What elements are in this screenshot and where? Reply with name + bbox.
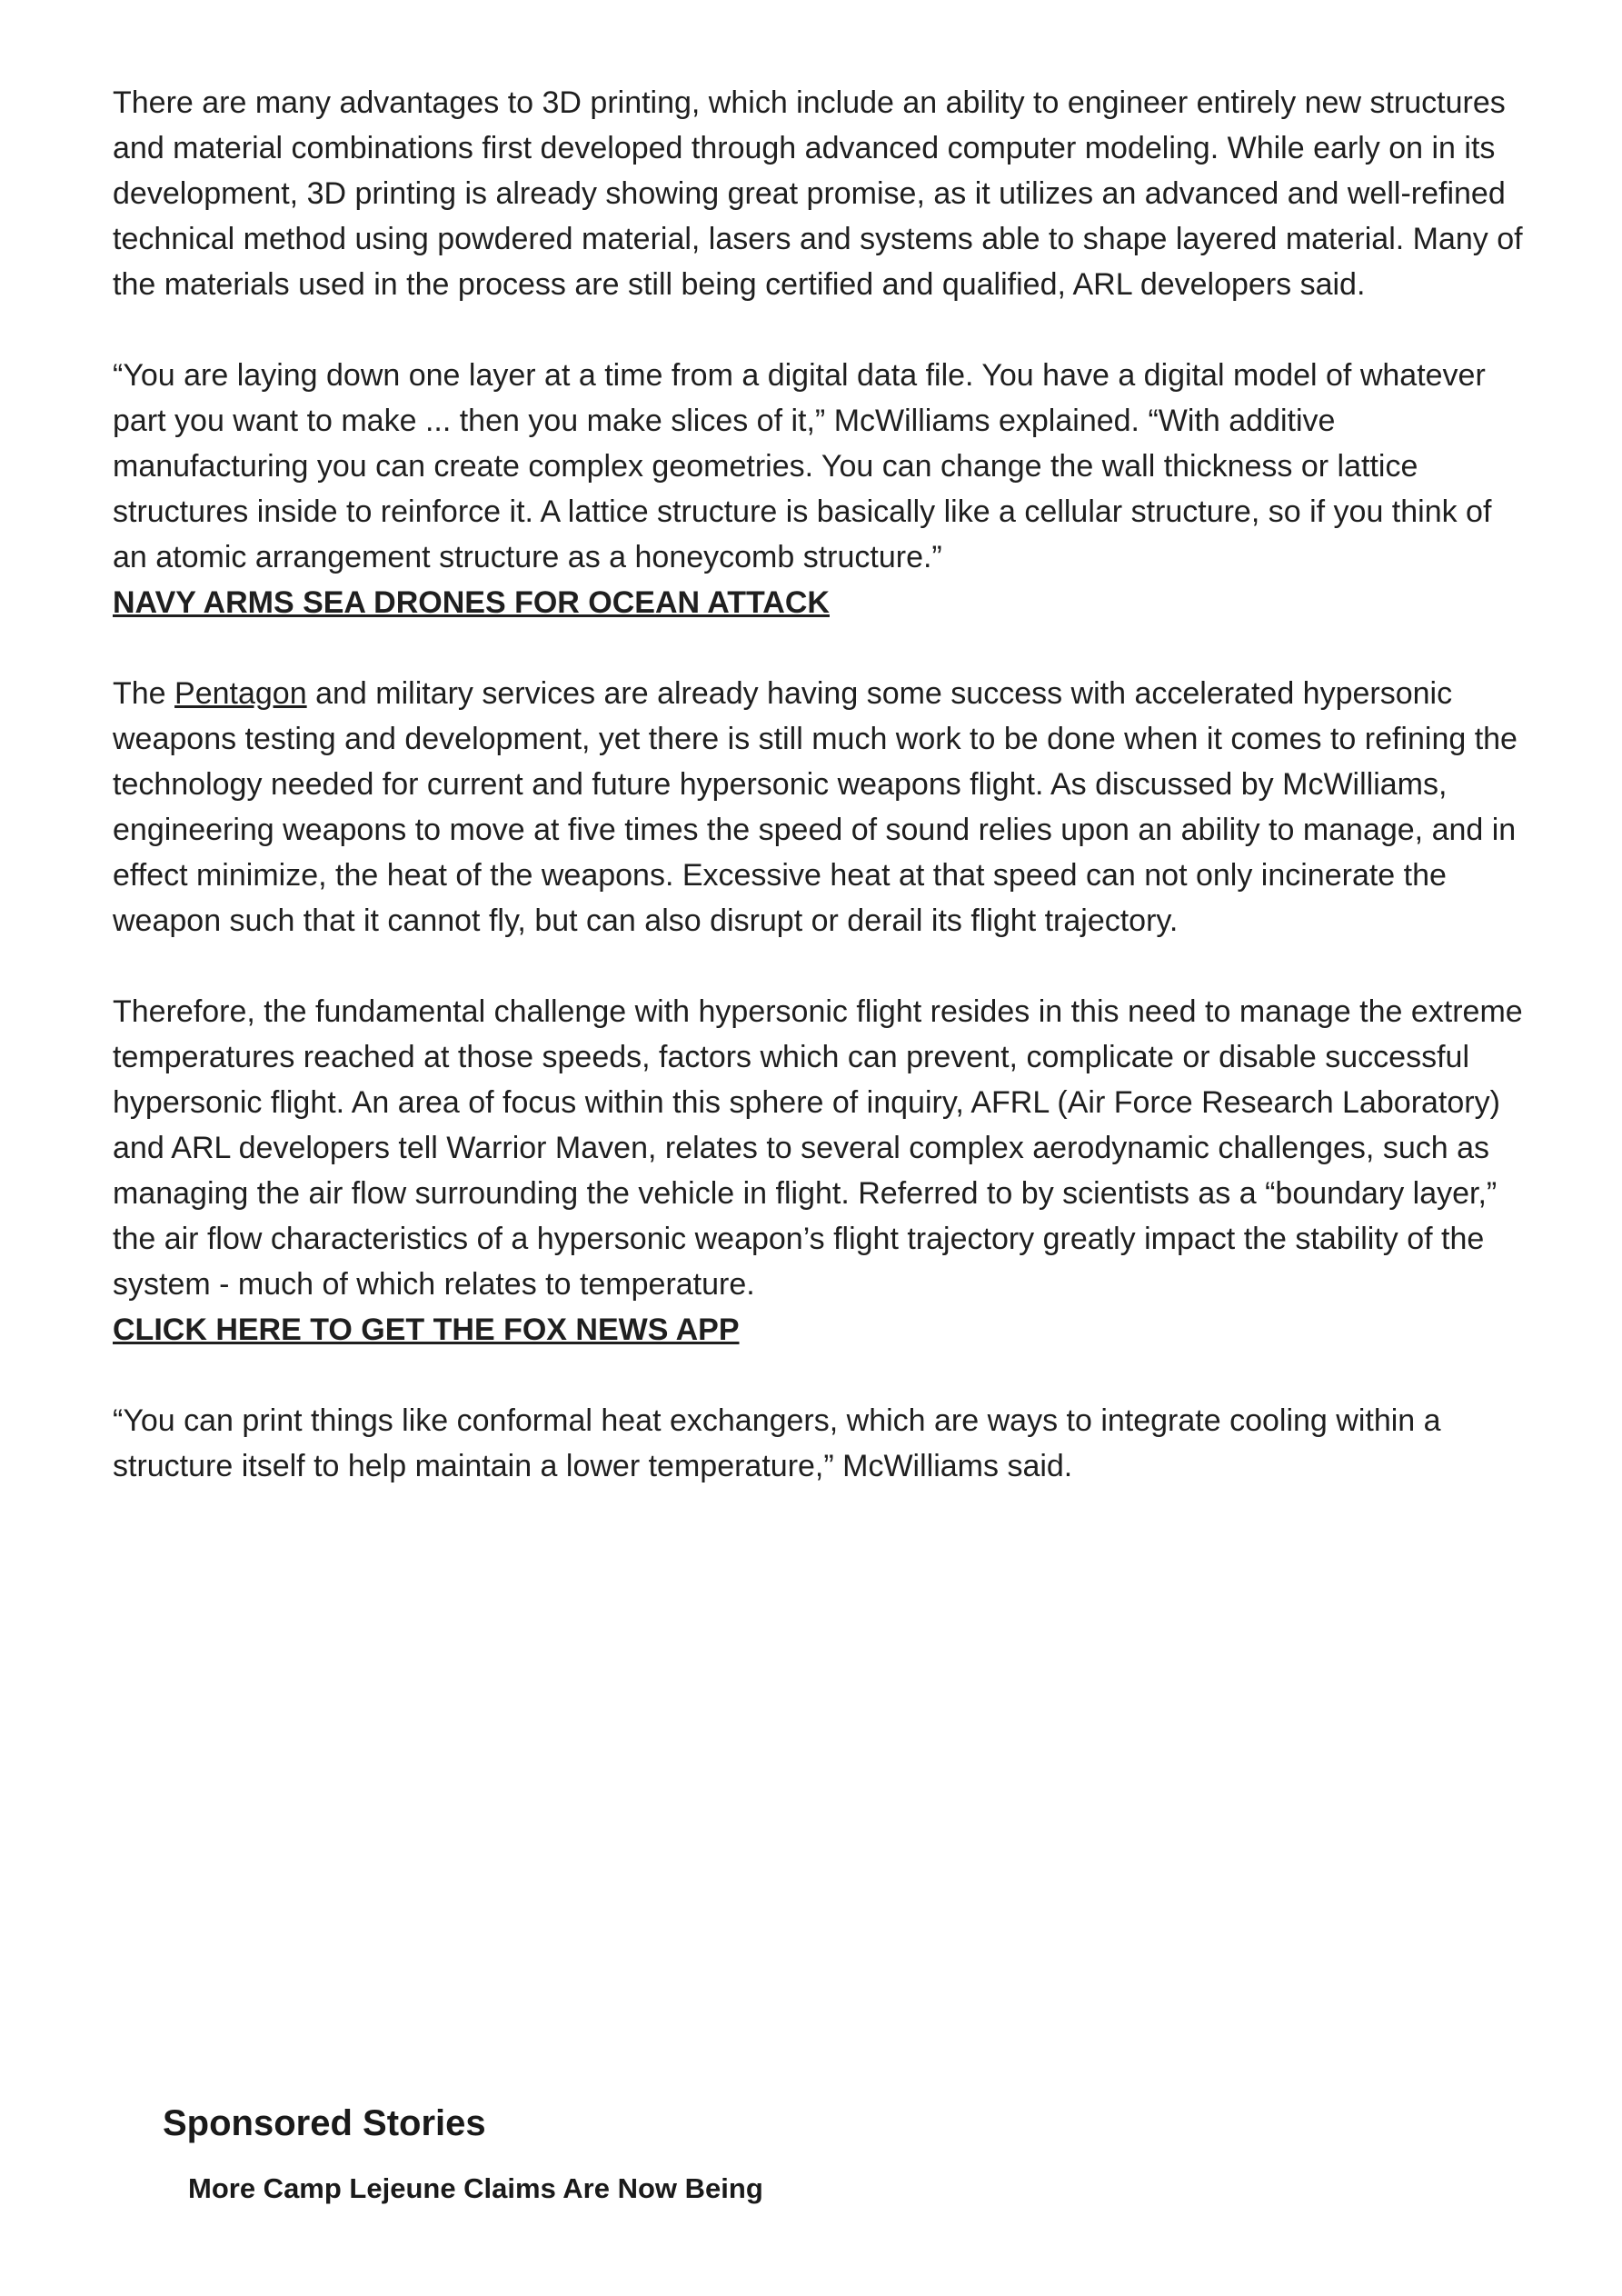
article-paragraph: “You are laying down one layer at a time from a digital data file. You have a digital model of whatever part you want to make ... then you make slices of it,” McWilliams explained. “With additive manufacturing you can create complex geometries. You can change the wall thickness or lattice structures inside to reinforce it. A lattice structure is basically like a cellular structure, so if you think of an atomic arrangement structure as a honeycomb structure.” <box>113 358 1492 574</box>
navy-sea-drones-link[interactable]: NAVY ARMS SEA DRONES FOR OCEAN ATTACK <box>113 585 830 620</box>
article-paragraph: Therefore, the fundamental challenge with hypersonic flight resides in this need to manage the extreme temperatures reached at those speeds, factors which can prevent, complicate or disable successful hypersonic flight. An area of focus within this sphere of inquiry, AFRL (Air Force Research Laboratory) and ARL developers tell Warrior Maven, relates to several complex aerodynamic challenges, such as managing the air flow surrounding the vehicle in flight. Referred to by scientists as a “boundary layer,” the air flow characteristics of a hypersonic weapon’s flight trajectory greatly impact the stability of the system - much of which relates to temperature. <box>113 994 1523 1302</box>
article-paragraph: “You can print things like conformal heat exchangers, which are ways to integrate cooling within a structure itself to help maintain a lower temperature,” McWilliams said. <box>113 1403 1441 1483</box>
paragraph-text: The <box>113 676 175 711</box>
article-paragraph: There are many advantages to 3D printing, which include an ability to engineer entirely new structures and material combinations first developed through advanced computer modeling. While early on in its development, 3D printing is already showing great promise, as it utilizes an advanced and well-refined technical method using powdered material, lasers and systems able to shape layered material. Many of the materials used in the process are still being certified and qualified, ARL developers said. <box>113 85 1523 302</box>
paragraph-text: and military services are already having some success with accelerated hypersonic weapons testing and development, yet there is still much work to be done when it comes to refining the technology needed for current and future hypersonic weapons flight. As discussed by McWilliams, engineering weapons to move at five times the speed of sound relies upon an ability to manage, and in effect minimize, the heat of the weapons. Excessive heat at that speed can not only incinerate the weapon such that it cannot fly, but can also disrupt or derail its flight trajectory. <box>113 676 1518 938</box>
article-body <box>113 80 1530 1489</box>
fox-news-app-link[interactable]: CLICK HERE TO GET THE FOX NEWS APP <box>113 1313 740 1347</box>
article-paragraph <box>113 671 1530 943</box>
sponsored-stories <box>163 2098 1435 2209</box>
sponsored-stories-title: Sponsored Stories <box>163 2103 486 2143</box>
sponsored-story-link[interactable]: More Camp Lejeune Claims Are Now Being <box>188 2172 763 2204</box>
pentagon-link[interactable]: Pentagon <box>174 676 307 711</box>
